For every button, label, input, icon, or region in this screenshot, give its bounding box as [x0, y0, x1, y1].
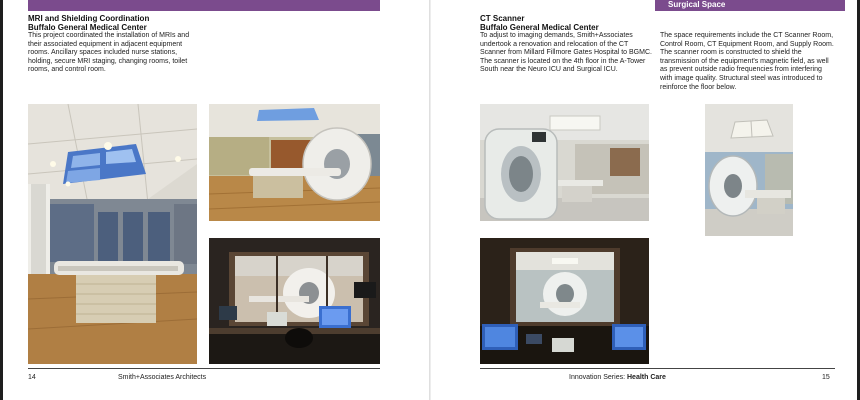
text-line: South near the Neuro ICU and Surgical ICU. — [480, 66, 618, 74]
section-label: Surgical Space — [668, 0, 726, 9]
mri-scanner-photo — [209, 104, 380, 221]
project-title-ct: CT Scanner — [480, 14, 525, 23]
ct-scanner-photo — [480, 104, 649, 221]
text-line: their associated equipment in adjacent equipment — [28, 40, 183, 48]
footer-series — [569, 373, 666, 382]
left-edge — [0, 0, 3, 400]
text-line: Scanner from Millard Fillmore Gates Hospital to BGMC. — [480, 49, 652, 57]
footer-series-label: Innovation Series: — [569, 374, 626, 381]
text-line: The space requirements include the CT Scanner Room, — [660, 32, 834, 39]
page-number-right: 15 — [822, 374, 830, 381]
text-line: This project coordinated the installation of MRIs and — [28, 32, 190, 39]
ct-control-room-photo — [480, 238, 649, 364]
text-line: transmission of the equipment's magnetic field, as well — [660, 57, 829, 65]
text-line: rooms, and control room. — [28, 66, 106, 74]
body-text-ct — [480, 32, 660, 75]
mri-room-photo — [28, 104, 197, 364]
mri-control-room-photo — [209, 238, 380, 364]
text-line: rooms. Ancillary spaces included nurse stations, — [28, 49, 178, 57]
body-text-mri — [28, 32, 228, 75]
body-text-ct-requirements — [660, 32, 845, 92]
left-footer-rule — [28, 368, 380, 369]
text-line: with image quality. Structural steel was introduced to — [660, 74, 823, 82]
text-line: as prevent outside radio frequencies from interfering — [660, 66, 822, 74]
project-title-mri: MRI and Shielding Coordination — [28, 14, 150, 23]
footer-series-topic: Health Care — [627, 374, 666, 381]
left-header-band — [28, 0, 380, 11]
ct-scanner-side-photo — [705, 104, 793, 236]
text-line: reinforce the floor below. — [660, 83, 737, 91]
text-line: To adjust to imaging demands, Smith+Associates — [480, 32, 633, 39]
project-location-ct: Buffalo General Medical Center — [480, 23, 599, 32]
text-line: The scanner room is constructed to shield the — [660, 49, 802, 57]
page-number-left: 14 — [28, 374, 36, 381]
book-gutter — [429, 0, 431, 400]
text-line: The scanner is located on the 4th floor in the A-Tower — [480, 57, 646, 65]
project-location-mri: Buffalo General Medical Center — [28, 23, 147, 32]
footer-firm-name: Smith+Associates Architects — [118, 374, 207, 381]
text-line: undertook a renovation and relocation of the CT — [480, 40, 629, 48]
right-footer-rule — [480, 368, 835, 369]
text-line: Control Room, CT Equipment Room, and Supply Room. — [660, 40, 834, 48]
text-line: holding, secure MRI staging, changing rooms, toilet — [28, 57, 188, 65]
